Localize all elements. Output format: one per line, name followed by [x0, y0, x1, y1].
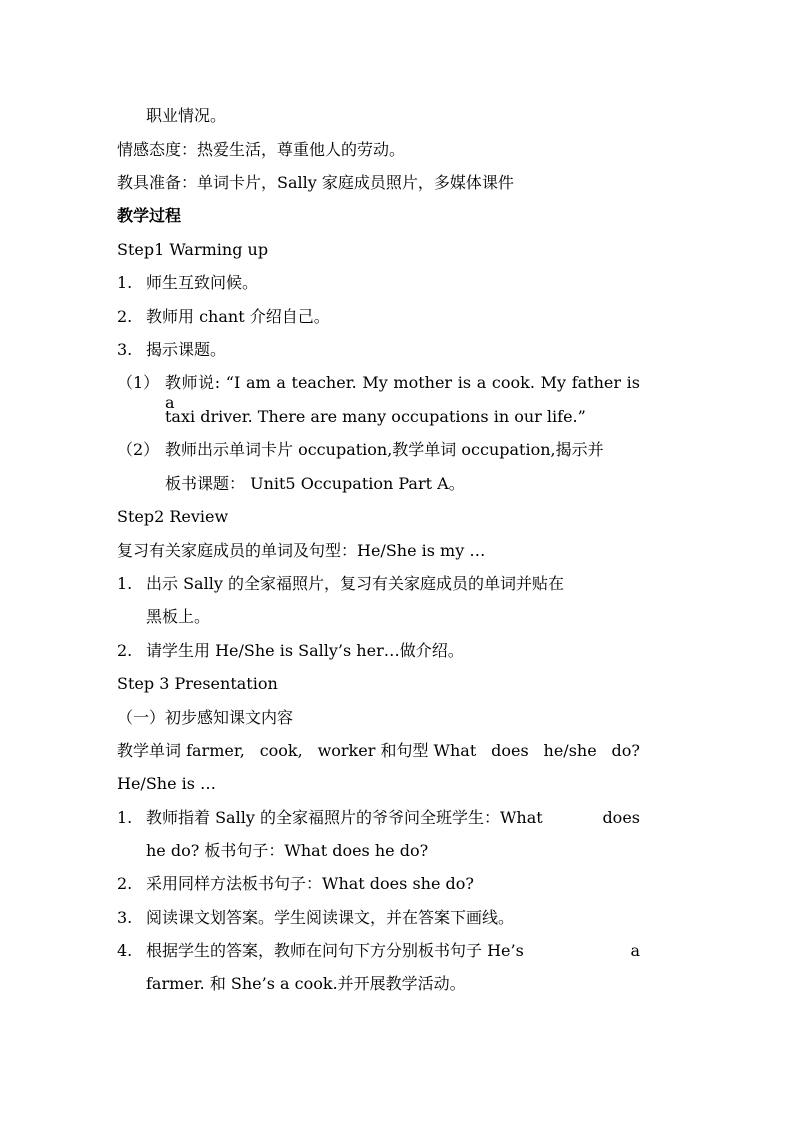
list-number: 2.	[117, 874, 133, 893]
sub-heading: （一）初步感知课文内容	[117, 708, 294, 727]
list-item: taxi driver. There are many occupations in our life.”	[165, 407, 586, 426]
text-line: He/She is …	[117, 774, 217, 793]
sub-number: （1）	[117, 373, 160, 392]
text-word: 根据学生的答案，教师在问句下方分别板书句子 He’s	[146, 941, 524, 960]
sub-number: （2）	[117, 440, 160, 459]
list-item: 揭示课题。	[146, 340, 227, 359]
list-number: 1.	[117, 273, 133, 292]
text-line: 情感态度：热爱生活，尊重他人的劳动。	[117, 140, 406, 159]
text-word: does	[602, 808, 640, 827]
text-word: 教师指着 Sally 的全家福照片的爷爷问全班学生：What	[146, 808, 543, 827]
text-word: does	[491, 741, 529, 760]
text-word: do?	[611, 741, 640, 760]
list-item: 教师说: “I am a teacher. My mother is a cook. My father is a	[165, 373, 640, 412]
list-item: 出示 Sally 的全家福照片，复习有关家庭成员的单词并贴在	[146, 574, 564, 593]
list-item: 教师用 chant 介绍自己。	[146, 307, 330, 326]
list-item: 请学生用 He/She is Sally’s her…做介绍。	[146, 641, 464, 660]
text-word: 教学单词 farmer,	[117, 741, 245, 760]
step-heading: Step1 Warming up	[117, 240, 269, 259]
step-heading: Step 3 Presentation	[117, 674, 278, 693]
list-number: 1.	[117, 808, 133, 827]
list-item	[146, 941, 640, 961]
text-line: 教具准备：单词卡片，Sally 家庭成员照片，多媒体课件	[117, 173, 514, 192]
list-item: 板书课题： Unit5 Occupation Part A。	[165, 474, 465, 493]
section-heading: 教学过程	[117, 206, 182, 225]
list-item: 师生互致问候。	[146, 273, 259, 292]
list-number: 2.	[117, 641, 133, 660]
list-number: 4.	[117, 941, 133, 960]
list-number: 1.	[117, 574, 133, 593]
text-word: cook,	[259, 741, 303, 760]
list-item: farmer. 和 She’s a cook.并开展教学活动。	[146, 974, 466, 993]
list-number: 3.	[117, 340, 133, 359]
text-word: worker 和句型 What	[317, 741, 477, 760]
text-line	[117, 741, 640, 761]
text-word: a	[630, 941, 640, 960]
text-line: 职业情况。	[146, 106, 227, 125]
text-word: he/she	[543, 741, 597, 760]
list-item: 黑板上。	[146, 607, 211, 626]
step-heading: Step2 Review	[117, 507, 229, 526]
list-item: 采用同样方法板书句子：What does she do?	[146, 874, 474, 893]
list-item: he do? 板书句子：What does he do?	[146, 841, 429, 860]
list-item: 阅读课文划答案。学生阅读课文，并在答案下画线。	[146, 908, 515, 927]
list-number: 3.	[117, 908, 133, 927]
text-line: 复习有关家庭成员的单词及句型：He/She is my …	[117, 541, 486, 560]
list-item	[146, 808, 640, 828]
list-number: 2.	[117, 307, 133, 326]
list-item: 教师出示单词卡片 occupation,教学单词 occupation,揭示并	[165, 440, 604, 459]
